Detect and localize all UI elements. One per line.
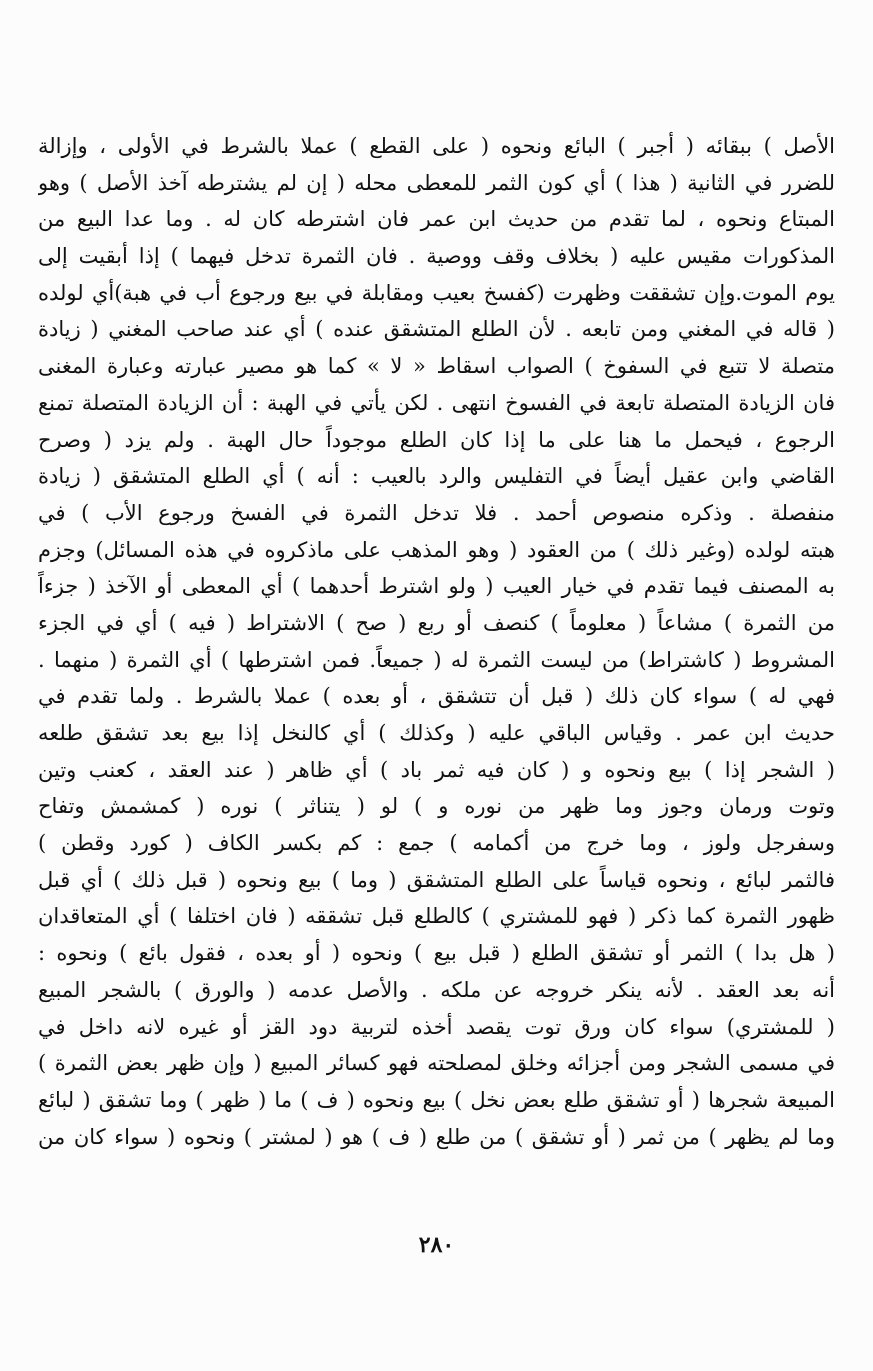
text-line: به المصنف فيما تقدم في خيار العيب ( ولو اشترط أحدهما ) أي المعطى أو الآخذ ( جزءاً: [38, 574, 835, 599]
text-line: المشروط ( كاشتراط) من ليست الثمرة له ( جميعاً. فمن اشترطها ) أي الثمرة ( منهما .: [38, 647, 835, 672]
text-line: منفصلة . وذكره منصوص أحمد . فلا تدخل الثمرة في الفسخ ورجوع الأب ) في: [38, 500, 835, 525]
text-line: وسفرجل ولوز ، وما خرج من أكمامه ) جمع : كم بكسر الكاف ( كورد وقطن ): [38, 831, 835, 856]
text-line: للضرر في الثانية ( هذا ) أي كون الثمر للمعطى محله ( إن لم يشترطه آخذ الأصل ) وهو: [38, 170, 835, 195]
text-line: ظهور الثمرة كما ذكر ( فهو للمشتري ) كالطلع قبل تشققه ( فان اختلفا ) أي المتعاقدان: [38, 904, 835, 929]
text-line: المذكورات مقيس عليه ( بخلاف وقف ووصية . فان الثمرة تدخل فيهما ) إذا أبقيت إلى: [38, 244, 835, 269]
text-line: وتوت ورمان وجوز وما ظهر من نوره و ) لو ( يتناثر ) نوره ( كمشمش وتفاح: [38, 794, 835, 819]
text-line: فالثمر لبائع ، ونحوه قياساً على الطلع المتشقق ( وما ) بيع ونحوه ( قبل ذلك ) أي قبل: [38, 867, 835, 892]
text-line: في مسمى الشجر ومن أجزائه وخلق لمصلحته فهو كسائر المبيع ( وإن ظهر بعض الثمرة ): [38, 1051, 835, 1076]
text-line: المبيعة شجرها ( أو تشقق طلع بعض نخل ) بيع ونحوه ( ف ) ما ( ظهر ) وما تشقق ( لبائع: [38, 1087, 835, 1112]
text-line: المبتاع ونحوه ، لما تقدم من حديث ابن عمر فان اشترطه كان له . وما عدا البيع من: [38, 207, 835, 232]
text-line: من الثمرة ) مشاعاً ( معلوماً ) كنصف أو ربع ( صح ) الاشتراط ( فيه ) أي في الجزء: [38, 610, 835, 635]
text-line: فان الزيادة المتصلة تابعة في الفسوخ انتهى . لكن يأتي في الهبة : أن الزيادة المتصلة تمنع: [38, 390, 835, 415]
text-line: وما لم يظهر ) من ثمر ( أو تشقق ) من طلع ( ف ) هو ( لمشتر ) ونحوه ( سواء كان من: [38, 1124, 835, 1149]
text-line: أنه بعد العقد . لأنه ينكر خروجه عن ملكه . والأصل عدمه ( والورق ) بالشجر المبيع: [38, 977, 835, 1002]
text-line: متصلة لا تتبع في السفوخ ) الصواب اسقاط « لا » كما هو مصير عبارته وعبارة المغنى: [38, 354, 835, 379]
page-number: ٢٨٠: [418, 1232, 455, 1258]
text-line: ( هل بدا ) الثمر أو تشقق الطلع ( قبل بيع ) ونحوه ( أو بعده ، فقول بائع ) ونحوه :: [38, 941, 835, 966]
text-line: يوم الموت.وإن تشققت وظهرت (كفسخ بعيب ومقابلة في بيع ورجوع أب في هبة)أي لولده: [38, 280, 835, 305]
text-line: ( قاله في المغني ومن تابعه . لأن الطلع المتشقق عنده ) أي عند صاحب المغني ( زيادة: [38, 317, 835, 342]
text-line: القاضي وابن عقيل أيضاً في التفليس والرد بالعيب : أنه ) أي الطلع المتشقق ( زيادة: [38, 464, 835, 489]
text-line: ( الشجر إذا ) بيع ونحوه و ( كان فيه ثمر باد ) أي ظاهر ( عند العقد ، كعنب وتين: [38, 757, 835, 782]
text-line: هبته لولده (وغير ذلك ) من العقود ( وهو المذهب على ماذكروه في هذه المسائل) وجزم: [38, 537, 835, 562]
text-line: ( للمشتري) سواء كان ورق توت يقصد أخذه لتربية دود القز أو غيره لانه داخل في: [38, 1014, 835, 1039]
text-line: الأصل ) ببقائه ( أجبر ) البائع ونحوه ( على القطع ) عملا بالشرط في الأولى ، وإزالة: [38, 134, 835, 158]
body-text: [38, 128, 835, 1155]
text-line: الرجوع ، فيحمل ما هنا على ما إذا كان الطلع موجوداً حال الهبة . ولم يزد ( وصرح: [38, 427, 835, 452]
text-line: حديث ابن عمر . وقياس الباقي عليه ( وكذلك ) أي كالنخل إذا بيع بعد تشقق طلعه: [38, 721, 835, 745]
text-line: فهي له ) سواء كان ذلك ( قبل أن تتشقق ، أو بعده ) عملا بالشرط . ولما تقدم في: [38, 684, 835, 709]
